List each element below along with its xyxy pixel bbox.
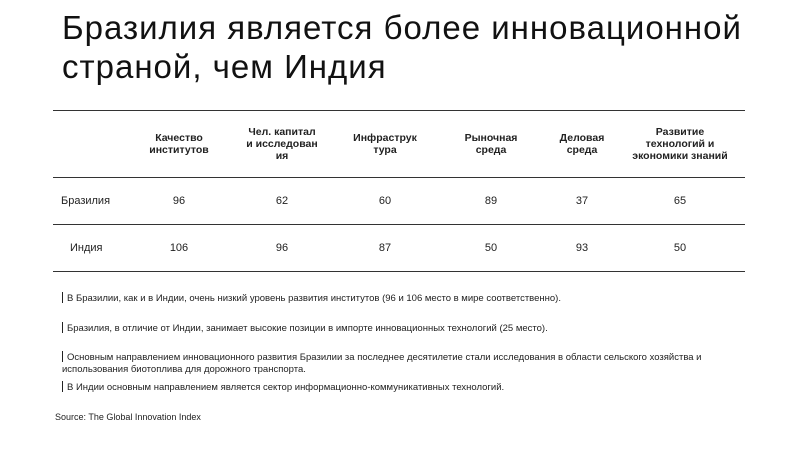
header-blank — [53, 111, 131, 178]
value-cell: 96 — [172, 195, 186, 207]
list-item: В Бразилии, как и в Индии, очень низкий уровень развития институтов (96 и 106 место в мире соответственно). — [62, 292, 722, 305]
table-header-row — [53, 111, 745, 178]
value-cell: 65 — [673, 195, 687, 207]
header-human-capital: Чел. капитал и исследования — [246, 126, 318, 162]
country-cell: Индия — [70, 242, 103, 254]
list-item: Бразилия, в отличие от Индии, занимает высокие позиции в импорте инновационных технологий (25 место). — [62, 322, 722, 335]
value-cell: 106 — [169, 242, 189, 254]
header-technology: Развитие технологий и экономики знаний — [632, 126, 728, 162]
value-cell: 60 — [378, 195, 392, 207]
table-row — [53, 225, 745, 272]
header-infrastructure: Инфраструктура — [353, 132, 417, 156]
value-cell: 93 — [575, 242, 589, 254]
value-cell: 89 — [484, 195, 498, 207]
header-market: Рыночная среда — [464, 132, 518, 156]
list-item: Основным направлением инновационного развития Бразилии за последнее десятилетие стали исследования в области сельского хозяйства и использования биотоплива для дорожного транспорта. — [62, 352, 702, 375]
value-cell: 50 — [484, 242, 498, 254]
table-row — [53, 178, 745, 225]
header-business: Деловая среда — [559, 132, 605, 156]
value-cell: 50 — [673, 242, 687, 254]
value-cell: 62 — [275, 195, 289, 207]
slide-title: Бразилия является более инновационной страной, чем Индия — [62, 9, 742, 85]
source-note: Source: The Global Innovation Index — [55, 412, 201, 422]
value-cell: 37 — [575, 195, 589, 207]
header-institutions: Качество институтов — [149, 132, 209, 156]
list-item: В Индии основным направлением является сектор информационно-коммуникативных технологий. — [62, 381, 722, 394]
index-table — [53, 110, 745, 272]
value-cell: 87 — [378, 242, 392, 254]
country-cell: Бразилия — [61, 195, 111, 207]
value-cell: 96 — [275, 242, 289, 254]
